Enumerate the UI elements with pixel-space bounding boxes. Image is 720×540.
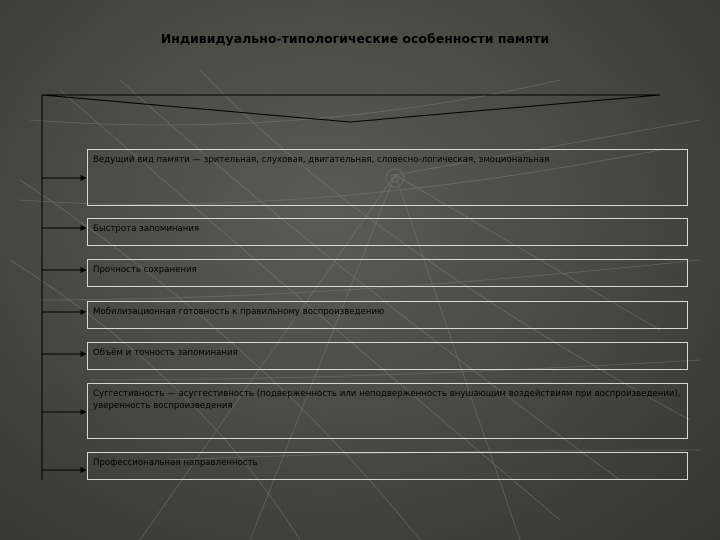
header-bracket: [42, 95, 660, 122]
item-retention-strength: Прочность сохранения: [87, 259, 688, 287]
item-volume-accuracy: Объём и точность запоминания: [87, 342, 688, 370]
item-suggestibility: Суггестивность — асуггестивность (подверженность или неподверженность внушающим воздействиям при воспроизведении), уверенность воспроизведения: [87, 383, 688, 439]
item-professional-orientation: Профессиональная направленность: [87, 452, 688, 480]
diagram-title: Индивидуально-типологические особенности памяти: [160, 31, 550, 46]
item-mobilization-readiness: Мобилизационная готовность к правильному воспроизведению: [87, 301, 688, 329]
item-memorization-speed: Быстрота запоминания: [87, 218, 688, 246]
item-leading-memory-type: Ведущий вид памяти — зрительная, слуховая, двигательная, словесно-логическая, эмоциональная: [87, 149, 688, 206]
